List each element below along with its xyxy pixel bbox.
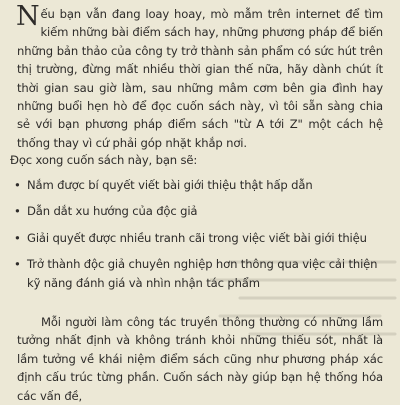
benefits-list [14, 176, 384, 300]
drop-cap: N [16, 1, 40, 32]
list-item-text: Dẫn dắt xu hướng của độc giả [27, 204, 198, 219]
bullet-icon: • [14, 178, 21, 192]
list-item-text: Trở thành độc giả chuyên nghiệp hơn thông qua việc cải thiện kỹ năng đánh giá và nhìn nhận tác phẩm [27, 257, 378, 290]
list-item-text: Giải quyết được nhiều tranh cãi trong việc viết bài giới thiệu [27, 230, 367, 245]
intro-paragraph [16, 1, 383, 152]
bullet-icon: • [14, 257, 21, 272]
list-item [14, 255, 384, 292]
list-item [14, 229, 384, 247]
bullet-icon: • [14, 204, 21, 219]
list-item [14, 202, 384, 220]
benefits-lead: Đọc xong cuốn sách này, bạn sẽ: [10, 153, 198, 167]
list-item [14, 176, 384, 194]
list-item-text: Nắm được bí quyết viết bài giới thiệu thật hấp dẫn [27, 178, 313, 192]
bullet-icon: • [14, 230, 21, 245]
intro-text: ếu bạn vẫn đang loay hoay, mò mẫm trên internet để tìm kiếm những bài điểm sách hay, những phương pháp để biến những bản thảo của công ty trở thành sản phẩm có sức hút trên thị trường, đừng mất nhiều thời gian thế nữa, hãy dành chút ít thời gian sau giờ làm, sau những mâm cơm bên gia đình hay những buổi hẹn hò để đọc cuốn sách này, vì tôi sẵn sàng chia sẻ với bạn phương pháp điểm sách "từ A tới Z" một cách hệ thống thay vì cứ phải góp nhặt khắp nơi. [17, 7, 383, 150]
closing-paragraph: Mỗi người làm công tác truyền thông thường có những lầm tưởng nhất định và không tránh khỏi những thiếu sót, nhất là lầm tưởng về khái niệm điểm sách cũng như phương pháp xác định cấu trúc từng phần. Cuốn sách này giúp bạn hệ thống hóa các vấn đề, [17, 315, 383, 403]
